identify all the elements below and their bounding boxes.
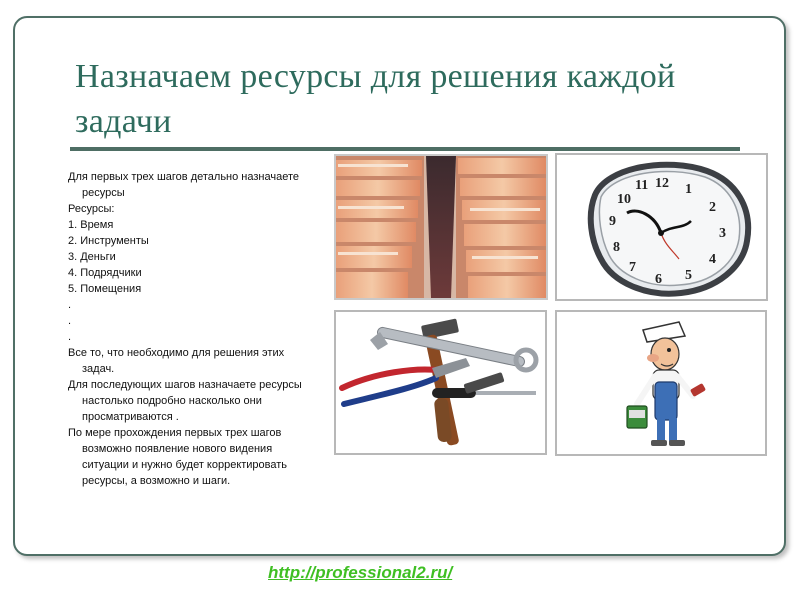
dot-line: .: [68, 299, 72, 311]
title-underline: [70, 147, 740, 151]
resource-item: 3. Деньги: [68, 251, 116, 263]
dot-line: .: [68, 315, 72, 327]
svg-text:5: 5: [685, 268, 692, 283]
cartoon-worker-image: [555, 310, 767, 456]
svg-text:10: 10: [617, 192, 631, 207]
svg-text:3: 3: [719, 226, 726, 241]
resource-item: 5. Помещения: [68, 283, 142, 295]
svg-text:8: 8: [613, 240, 620, 255]
tools-image: [334, 310, 547, 455]
paragraph: По мере прохождения первых трех шагов возможно появление нового видения ситуации и нужно будет корректировать ресурсы, а возможно и шаги.: [68, 427, 288, 487]
resource-item: 2. Инструменты: [68, 235, 149, 247]
svg-text:2: 2: [709, 200, 716, 215]
resource-item: 4. Подрядчики: [68, 267, 142, 279]
money-stacks-image: [334, 154, 548, 300]
svg-text:1: 1: [685, 182, 692, 197]
svg-text:4: 4: [709, 252, 716, 267]
intro-text: Для первых трех шагов детально назначаете ресурсы: [68, 171, 299, 199]
body-text: [68, 169, 318, 489]
svg-text:7: 7: [629, 260, 636, 275]
svg-text:11: 11: [635, 178, 649, 193]
resources-label: Ресурсы:: [68, 203, 115, 215]
dot-line: .: [68, 331, 72, 343]
melting-clock-image: [555, 153, 768, 301]
paragraph: Все то, что необходимо для решения этих задач.: [68, 347, 285, 375]
resource-item: 1. Время: [68, 219, 114, 231]
slide-title: Назначаем ресурсы для решения каждой задачи: [75, 58, 676, 140]
paragraph: Для последующих шагов назначаете ресурсы настолько подробно насколько они просматриваются .: [68, 379, 302, 423]
svg-text:6: 6: [655, 272, 662, 287]
svg-text:9: 9: [609, 214, 616, 229]
svg-text:12: 12: [655, 176, 669, 191]
footer-link[interactable]: http://professional2.ru/: [268, 563, 453, 582]
